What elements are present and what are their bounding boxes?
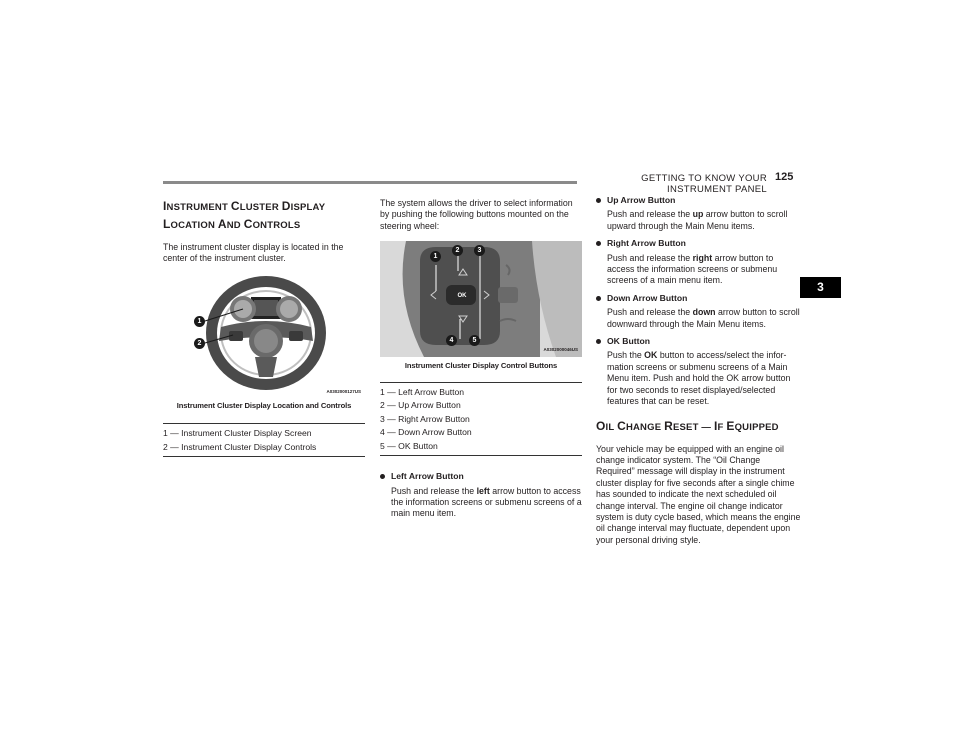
figure-control-buttons <box>380 241 582 357</box>
figure-caption: Instrument Cluster Display Location and Controls <box>176 400 352 410</box>
bullet-up-arrow <box>596 195 801 232</box>
bullet-icon <box>596 198 601 203</box>
bullet-ok <box>596 336 801 407</box>
bullet-body: Push and release the left arrow button to access the information screens or submenu screens of a main menu item. <box>391 485 582 519</box>
column-1 <box>163 198 365 457</box>
legend-item: 2 — Up Arrow Button <box>380 400 461 411</box>
page-number: 125 <box>775 171 794 183</box>
running-header: GETTING TO KNOW YOUR INSTRUMENT PANEL <box>641 173 767 195</box>
figure-caption: Instrument Cluster Display Control Buttons <box>404 361 558 371</box>
legend-item: 2 — Instrument Cluster Display Controls <box>163 441 317 452</box>
callout-4: 4 <box>446 335 457 346</box>
bullet-icon <box>596 241 601 246</box>
bullet-body: Push the OK button to access/select the infor-mation screens or submenu screens of a Main Menu item. Push and hold the OK arrow button for two seconds to reset displayed/selected features that can be reset. <box>607 350 791 407</box>
bullet-title: OK Button <box>607 336 650 347</box>
callout-3: 3 <box>474 245 485 256</box>
bullet-title: Left Arrow Button <box>391 471 464 482</box>
intro-paragraph: The instrument cluster display is located in the center of the instrument cluster. <box>163 242 344 264</box>
column-2 <box>380 198 582 520</box>
legend-item: 1 — Instrument Cluster Display Screen <box>163 428 312 439</box>
section-heading-instrument-cluster: INSTRUMENT CLUSTER DISPLAY LOCATION AND CONTROLS <box>163 199 326 231</box>
control-buttons-illustration <box>380 241 582 357</box>
legend-item: 1 — Left Arrow Button <box>380 386 465 397</box>
callout-2: 2 <box>452 245 463 256</box>
callout-2: 2 <box>194 338 205 349</box>
bullet-icon <box>596 339 601 344</box>
bullet-icon <box>596 296 601 301</box>
bullet-body: Push and release the up arrow button to scroll upward through the Main Menu items. <box>607 209 788 231</box>
header-rule <box>163 181 577 184</box>
figure-code: A0302000127US <box>326 389 361 395</box>
callout-1: 1 <box>430 251 441 262</box>
legend-item: 5 — OK Button <box>380 440 438 451</box>
chapter-tab: 3 <box>800 277 841 298</box>
figure-code: A0302000046US <box>543 346 578 352</box>
figure-steering-wheel <box>163 275 365 400</box>
bullet-title: Down Arrow Button <box>607 292 688 303</box>
bullet-right-arrow <box>596 238 801 287</box>
section-heading-oil-change: OIL CHANGE RESET — IF EQUIPPED <box>596 418 779 433</box>
steering-wheel-illustration <box>163 275 365 400</box>
oil-change-paragraph: Your vehicle may be equipped with an engine oil change indicator system. The “Oil Change Required” message will display in the instrument cluster display for five seconds after a single chime has sounded to indicate the next scheduled oil change interval. The engine oil change indicator system is duty cycle based, which means the engine oil change interval may fluctuate, dependent upon your personal driving style. <box>596 443 801 545</box>
legend-item: 4 — Down Arrow Button <box>380 427 472 438</box>
column-3 <box>596 195 801 546</box>
bullet-title: Right Arrow Button <box>607 238 686 249</box>
bullet-left-arrow <box>380 471 582 520</box>
bullet-down-arrow <box>596 293 801 330</box>
bullet-title: Up Arrow Button <box>607 195 676 205</box>
bullet-icon <box>380 474 385 479</box>
intro-paragraph-controls: The system allows the driver to select information by pushing the following buttons mounted on the steering wheel: <box>380 198 573 231</box>
callout-1: 1 <box>194 316 205 327</box>
bullet-body: Push and release the right arrow button to access the information screens or submenu screens of a main menu item. <box>607 252 778 286</box>
figure-legend <box>380 382 582 457</box>
ok-label: OK <box>457 293 467 300</box>
figure-legend <box>163 423 365 457</box>
bullet-body: Push and release the down arrow button to scroll downward through the Main Menu items. <box>607 307 800 329</box>
legend-item: 3 — Right Arrow Button <box>380 413 470 424</box>
callout-5: 5 <box>469 335 480 346</box>
